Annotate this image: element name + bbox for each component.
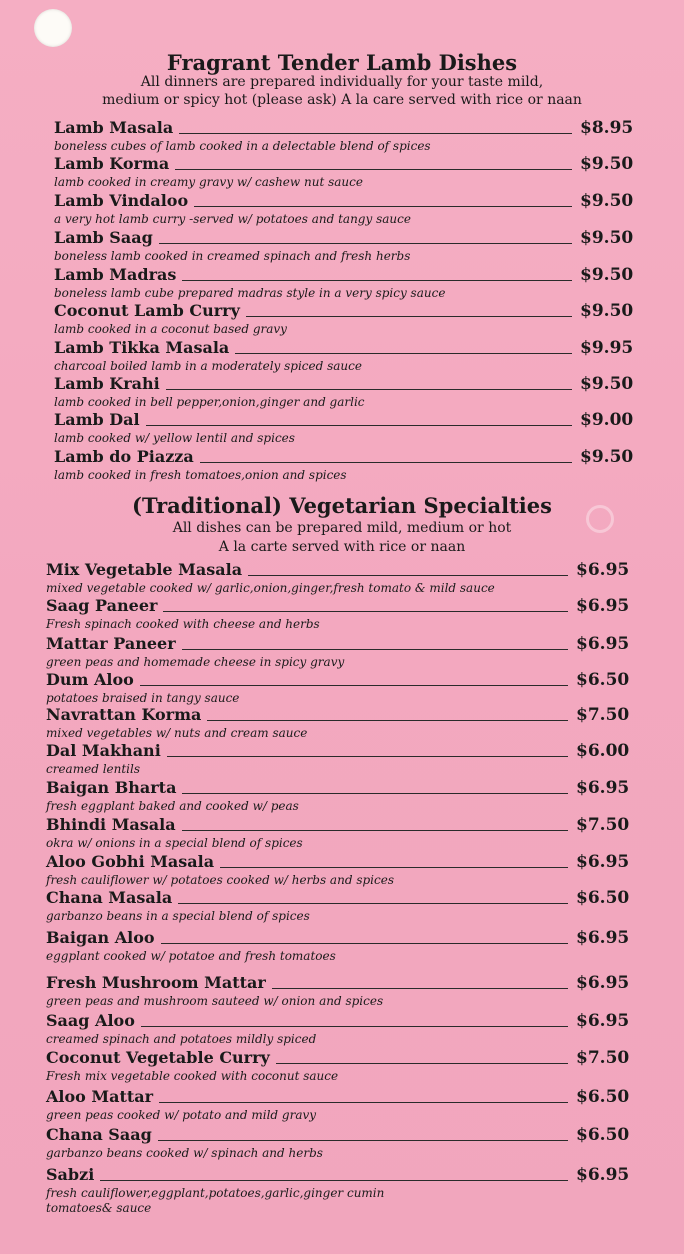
leader-line <box>220 867 568 868</box>
menu-item <box>0 1165 684 1215</box>
item-name: Chana Masala <box>46 888 173 907</box>
item-price: $9.50 <box>580 191 634 211</box>
menu-item <box>0 707 684 743</box>
item-description: garbanzo beans cooked w/ spinach and herbs <box>46 1146 323 1160</box>
item-price: $9.95 <box>580 338 634 358</box>
item-name: Fresh Mushroom Mattar <box>46 973 266 992</box>
leader-line <box>207 720 568 721</box>
item-description: creamed spinach and potatoes mildly spiced <box>46 1032 317 1046</box>
leader-line <box>272 988 568 989</box>
item-description: potatoes braised in tangy sauce <box>46 691 240 705</box>
leader-line <box>163 611 568 612</box>
leader-line <box>182 649 568 650</box>
item-description: a very hot lamb curry -served w/ potatoes and tangy sauce <box>54 212 411 226</box>
item-name: Navrattan Korma <box>46 705 202 724</box>
menu-item <box>0 1050 684 1086</box>
item-price: $9.50 <box>580 301 634 321</box>
menu-item <box>0 854 684 890</box>
menu-item <box>0 1127 684 1163</box>
leader-line <box>182 830 568 831</box>
leader-line <box>166 389 572 390</box>
lamb-subtitle-line-1: All dinners are prepared individually for your taste mild, <box>140 74 544 90</box>
veg-subtitle-line-1: All dishes can be prepared mild, medium or hot <box>172 520 512 536</box>
item-price: $7.50 <box>576 1048 630 1068</box>
menu-item <box>0 193 684 229</box>
item-name: Sabzi <box>46 1165 95 1184</box>
item-description: okra w/ onions in a special blend of spices <box>46 836 303 850</box>
menu-item <box>0 817 684 853</box>
veg-section-title: (Traditional) Vegetarian Specialties <box>132 493 552 518</box>
menu-item <box>0 562 684 598</box>
menu-item <box>0 780 684 816</box>
leader-line <box>200 462 572 463</box>
item-name: Lamb Dal <box>54 410 140 429</box>
item-price: $6.95 <box>576 634 630 654</box>
item-name: Chana Saag <box>46 1125 152 1144</box>
leader-line <box>276 1063 568 1064</box>
item-description: Fresh mix vegetable cooked with coconut sauce <box>46 1069 339 1083</box>
item-price: $8.95 <box>580 118 634 138</box>
item-price: $9.50 <box>580 447 634 467</box>
veg-subtitle-line-2: A la carte served with rice or naan <box>218 539 466 555</box>
item-description: fresh eggplant baked and cooked w/ peas <box>46 799 299 813</box>
item-description: mixed vegetables w/ nuts and cream sauce <box>46 726 308 740</box>
item-name: Lamb Tikka Masala <box>54 338 230 357</box>
item-name: Lamb Korma <box>54 154 170 173</box>
item-name: Bhindi Masala <box>46 815 176 834</box>
leader-line <box>194 206 572 207</box>
item-name: Lamb Vindaloo <box>54 191 189 210</box>
item-description: fresh cauliflower,eggplant,potatoes,garlic,ginger cumin <box>46 1186 385 1200</box>
item-name: Lamb Madras <box>54 265 177 284</box>
menu-item <box>0 267 684 303</box>
item-description: boneless lamb cube prepared madras style in a very spicy sauce <box>54 286 446 300</box>
item-name: Lamb Saag <box>54 228 153 247</box>
item-name: Mix Vegetable Masala <box>46 560 243 579</box>
item-name: Baigan Aloo <box>46 928 155 947</box>
menu-item <box>0 376 684 412</box>
item-price: $6.95 <box>576 596 630 616</box>
menu-item <box>0 743 684 779</box>
item-name: Lamb Masala <box>54 118 174 137</box>
leader-line <box>100 1180 568 1181</box>
leader-line <box>159 1102 568 1103</box>
item-price: $6.95 <box>576 852 630 872</box>
leader-line <box>235 353 572 354</box>
item-name: Coconut Vegetable Curry <box>46 1048 270 1067</box>
item-price: $6.50 <box>576 1087 630 1107</box>
item-price: $7.50 <box>576 815 630 835</box>
item-description: green peas cooked w/ potato and mild gravy <box>46 1108 317 1122</box>
menu-item <box>0 449 684 485</box>
leader-line <box>175 169 572 170</box>
item-price: $6.95 <box>576 928 630 948</box>
item-price: $6.50 <box>576 1125 630 1145</box>
leader-line <box>182 793 568 794</box>
menu-item <box>0 1089 684 1125</box>
item-price: $6.50 <box>576 670 630 690</box>
menu-item <box>0 636 684 672</box>
item-name: Dum Aloo <box>46 670 134 689</box>
leader-line <box>140 685 568 686</box>
leader-line <box>182 280 572 281</box>
leader-line <box>141 1026 568 1027</box>
menu-item <box>0 672 684 708</box>
item-name: Mattar Paneer <box>46 634 176 653</box>
item-description: lamb cooked w/ yellow lentil and spices <box>54 431 295 445</box>
item-price: $9.50 <box>580 228 634 248</box>
item-description-line-2: tomatoes& sauce <box>46 1201 152 1215</box>
item-description: charcoal boiled lamb in a moderately spiced sauce <box>54 359 362 373</box>
menu-item <box>0 303 684 339</box>
item-description: lamb cooked in a coconut based gravy <box>54 322 287 336</box>
item-name: Dal Makhani <box>46 741 161 760</box>
menu-item <box>0 890 684 926</box>
menu-item <box>0 930 684 966</box>
leader-line <box>246 316 572 317</box>
item-price: $6.95 <box>576 778 630 798</box>
leader-line <box>167 756 568 757</box>
leader-line <box>179 133 572 134</box>
item-price: $6.95 <box>576 973 630 993</box>
leader-line <box>159 243 572 244</box>
item-description: mixed vegetable cooked w/ garlic,onion,ginger,fresh tomato & mild sauce <box>46 581 495 595</box>
menu-item <box>0 230 684 266</box>
item-description: lamb cooked in creamy gravy w/ cashew nut sauce <box>54 175 363 189</box>
item-description: creamed lentils <box>46 762 141 776</box>
binder-hole <box>34 9 72 47</box>
menu-item <box>0 120 684 156</box>
leader-line <box>178 903 568 904</box>
item-price: $9.50 <box>580 265 634 285</box>
lamb-section-title: Fragrant Tender Lamb Dishes <box>166 50 518 75</box>
leader-line <box>161 943 568 944</box>
menu-item <box>0 340 684 376</box>
menu-item <box>0 412 684 448</box>
item-name: Saag Paneer <box>46 596 158 615</box>
item-price: $7.50 <box>576 705 630 725</box>
menu-item <box>0 1013 684 1049</box>
item-description: green peas and mushroom sauteed w/ onion and spices <box>46 994 384 1008</box>
item-description: boneless cubes of lamb cooked in a delectable blend of spices <box>54 139 431 153</box>
item-name: Saag Aloo <box>46 1011 135 1030</box>
item-price: $9.00 <box>580 410 634 430</box>
item-price: $6.95 <box>576 560 630 580</box>
item-description: lamb cooked in fresh tomatoes,onion and spices <box>54 468 347 482</box>
item-description: garbanzo beans in a special blend of spices <box>46 909 310 923</box>
item-name: Aloo Gobhi Masala <box>46 852 215 871</box>
item-name: Lamb Krahi <box>54 374 160 393</box>
item-description: Fresh spinach cooked with cheese and herbs <box>46 617 320 631</box>
item-name: Baigan Bharta <box>46 778 177 797</box>
item-description: fresh cauliflower w/ potatoes cooked w/ herbs and spices <box>46 873 394 887</box>
item-name: Lamb do Piazza <box>54 447 194 466</box>
item-description: boneless lamb cooked in creamed spinach and fresh herbs <box>54 249 411 263</box>
item-price: $6.95 <box>576 1011 630 1031</box>
item-name: Coconut Lamb Curry <box>54 301 240 320</box>
menu-item <box>0 975 684 1011</box>
item-description: eggplant cooked w/ potatoe and fresh tomatoes <box>46 949 336 963</box>
menu-item <box>0 156 684 192</box>
item-name: Aloo Mattar <box>46 1087 154 1106</box>
lamb-subtitle-line-2: medium or spicy hot (please ask) A la care served with rice or naan <box>102 92 582 108</box>
item-description: green peas and homemade cheese in spicy gravy <box>46 655 345 669</box>
item-price: $6.50 <box>576 888 630 908</box>
leader-line <box>248 575 568 576</box>
menu-item <box>0 598 684 634</box>
item-price: $9.50 <box>580 154 634 174</box>
item-price: $6.00 <box>576 741 630 761</box>
item-description: lamb cooked in bell pepper,onion,ginger and garlic <box>54 395 365 409</box>
leader-line <box>146 425 572 426</box>
item-price: $6.95 <box>576 1165 630 1185</box>
item-price: $9.50 <box>580 374 634 394</box>
leader-line <box>158 1140 568 1141</box>
